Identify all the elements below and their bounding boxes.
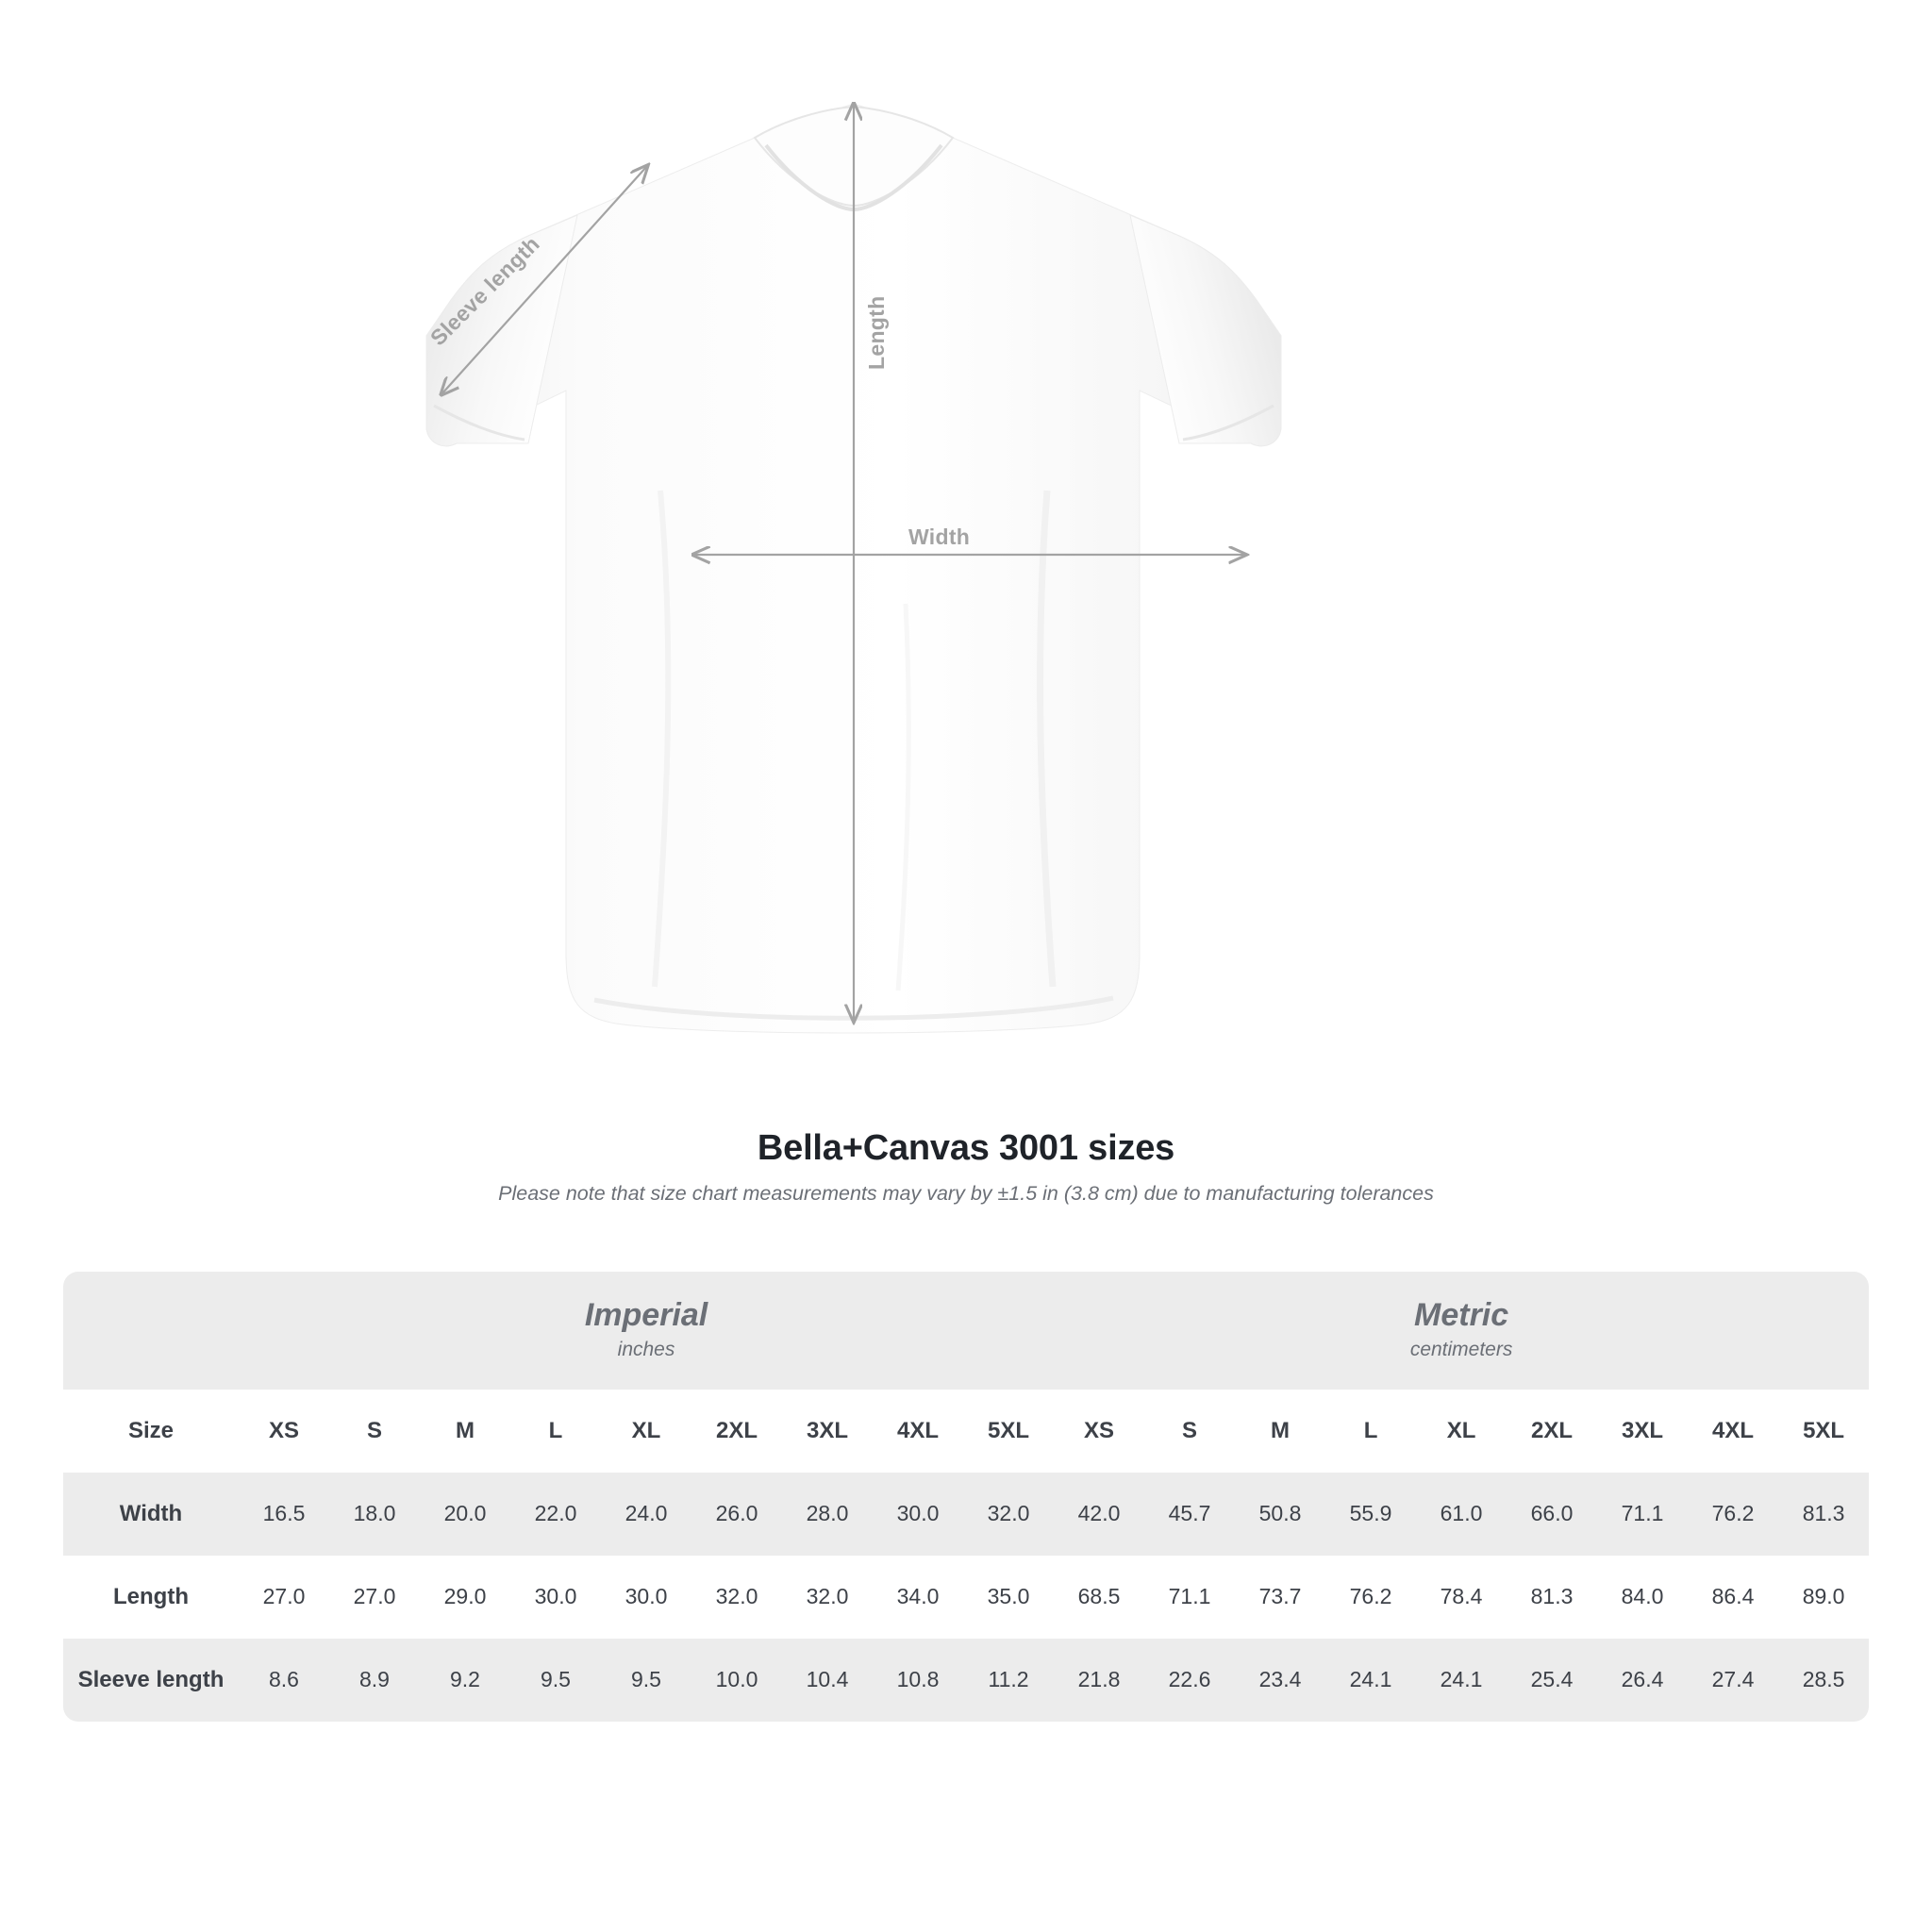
cell-sleeve-metric-xl: 24.1: [1416, 1639, 1507, 1722]
cell-width-metric-l: 55.9: [1325, 1473, 1416, 1556]
cell-length-imperial-m: 29.0: [420, 1556, 510, 1639]
size-header-imperial-m: M: [420, 1390, 510, 1473]
unit-imperial-sub: inches: [617, 1338, 675, 1360]
cell-sleeve-metric-2xl: 25.4: [1507, 1639, 1597, 1722]
cell-length-metric-xl: 78.4: [1416, 1556, 1507, 1639]
cell-sleeve-metric-5xl: 28.5: [1778, 1639, 1869, 1722]
size-header-metric-m: M: [1235, 1390, 1325, 1473]
cell-length-metric-s: 71.1: [1144, 1556, 1235, 1639]
size-header-metric-3xl: 3XL: [1597, 1390, 1688, 1473]
size-header-imperial-5xl: 5XL: [963, 1390, 1054, 1473]
size-header-metric-l: L: [1325, 1390, 1416, 1473]
cell-length-metric-l: 76.2: [1325, 1556, 1416, 1639]
size-header-label: Size: [63, 1390, 239, 1473]
cell-sleeve-metric-xs: 21.8: [1054, 1639, 1144, 1722]
size-header-imperial-xl: XL: [601, 1390, 691, 1473]
cell-sleeve-imperial-4xl: 10.8: [873, 1639, 963, 1722]
cell-length-imperial-3xl: 32.0: [782, 1556, 873, 1639]
cell-length-imperial-l: 30.0: [510, 1556, 601, 1639]
cell-length-metric-3xl: 84.0: [1597, 1556, 1688, 1639]
unit-metric-sub: centimeters: [1409, 1338, 1513, 1360]
row-label-sleeve-length: Sleeve length: [63, 1639, 239, 1722]
size-header-imperial-l: L: [510, 1390, 601, 1473]
cell-sleeve-imperial-2xl: 10.0: [691, 1639, 782, 1722]
cell-width-metric-3xl: 71.1: [1597, 1473, 1688, 1556]
cell-length-metric-5xl: 89.0: [1778, 1556, 1869, 1639]
cell-length-metric-2xl: 81.3: [1507, 1556, 1597, 1639]
unit-metric: [1054, 1272, 1869, 1390]
cell-length-imperial-xs: 27.0: [239, 1556, 329, 1639]
size-header-imperial-xs: XS: [239, 1390, 329, 1473]
unit-metric-name: Metric: [1414, 1297, 1509, 1333]
page-title: Bella+Canvas 3001 sizes: [757, 1128, 1175, 1168]
cell-width-metric-s: 45.7: [1144, 1473, 1235, 1556]
cell-width-imperial-xs: 16.5: [239, 1473, 329, 1556]
size-header-metric-s: S: [1144, 1390, 1235, 1473]
cell-sleeve-imperial-xs: 8.6: [239, 1639, 329, 1722]
cell-sleeve-metric-s: 22.6: [1144, 1639, 1235, 1722]
cell-length-imperial-5xl: 35.0: [963, 1556, 1054, 1639]
unit-imperial: [239, 1272, 1054, 1390]
size-table-container: [63, 1272, 1869, 1722]
size-header-metric-4xl: 4XL: [1688, 1390, 1778, 1473]
row-label-width: Width: [63, 1473, 239, 1556]
chart-caption: [0, 1128, 1932, 1206]
size-header-imperial-4xl: 4XL: [873, 1390, 963, 1473]
cell-width-metric-5xl: 81.3: [1778, 1473, 1869, 1556]
cell-width-imperial-2xl: 26.0: [691, 1473, 782, 1556]
tolerance-note: Please note that size chart measurements may vary by ±1.5 in (3.8 cm) due to manufacturing tolerances: [498, 1182, 1434, 1205]
table-row: [63, 1556, 1869, 1639]
cell-sleeve-imperial-3xl: 10.4: [782, 1639, 873, 1722]
cell-sleeve-metric-m: 23.4: [1235, 1639, 1325, 1722]
size-header-row: [63, 1390, 1869, 1473]
cell-length-imperial-s: 27.0: [329, 1556, 420, 1639]
cell-width-metric-xl: 61.0: [1416, 1473, 1507, 1556]
cell-sleeve-imperial-s: 8.9: [329, 1639, 420, 1722]
size-header-metric-xl: XL: [1416, 1390, 1507, 1473]
width-label: Width: [908, 525, 971, 549]
cell-width-imperial-5xl: 32.0: [963, 1473, 1054, 1556]
table-row: [63, 1639, 1869, 1722]
cell-sleeve-metric-3xl: 26.4: [1597, 1639, 1688, 1722]
unit-spacer: [63, 1272, 239, 1390]
cell-width-imperial-m: 20.0: [420, 1473, 510, 1556]
cell-width-metric-m: 50.8: [1235, 1473, 1325, 1556]
size-header-metric-xs: XS: [1054, 1390, 1144, 1473]
size-header-imperial-s: S: [329, 1390, 420, 1473]
cell-width-metric-4xl: 76.2: [1688, 1473, 1778, 1556]
cell-sleeve-imperial-l: 9.5: [510, 1639, 601, 1722]
cell-length-metric-4xl: 86.4: [1688, 1556, 1778, 1639]
row-label-length: Length: [63, 1556, 239, 1639]
cell-length-imperial-4xl: 34.0: [873, 1556, 963, 1639]
cell-length-imperial-xl: 30.0: [601, 1556, 691, 1639]
cell-sleeve-imperial-xl: 9.5: [601, 1639, 691, 1722]
sleeve-length-label: Sleeve length: [425, 231, 544, 351]
cell-sleeve-imperial-5xl: 11.2: [963, 1639, 1054, 1722]
cell-length-metric-xs: 68.5: [1054, 1556, 1144, 1639]
unit-header-row: [63, 1272, 1869, 1390]
size-table: [63, 1272, 1869, 1722]
size-header-imperial-3xl: 3XL: [782, 1390, 873, 1473]
size-header-metric-2xl: 2XL: [1507, 1390, 1597, 1473]
cell-sleeve-imperial-m: 9.2: [420, 1639, 510, 1722]
unit-imperial-name: Imperial: [584, 1297, 708, 1333]
size-header-imperial-2xl: 2XL: [691, 1390, 782, 1473]
cell-sleeve-metric-l: 24.1: [1325, 1639, 1416, 1722]
size-header-metric-5xl: 5XL: [1778, 1390, 1869, 1473]
length-label: Length: [864, 295, 889, 370]
cell-length-imperial-2xl: 32.0: [691, 1556, 782, 1639]
table-row: [63, 1473, 1869, 1556]
cell-width-metric-xs: 42.0: [1054, 1473, 1144, 1556]
cell-length-metric-m: 73.7: [1235, 1556, 1325, 1639]
cell-sleeve-metric-4xl: 27.4: [1688, 1639, 1778, 1722]
cell-width-imperial-s: 18.0: [329, 1473, 420, 1556]
cell-width-metric-2xl: 66.0: [1507, 1473, 1597, 1556]
cell-width-imperial-l: 22.0: [510, 1473, 601, 1556]
cell-width-imperial-xl: 24.0: [601, 1473, 691, 1556]
cell-width-imperial-4xl: 30.0: [873, 1473, 963, 1556]
cell-width-imperial-3xl: 28.0: [782, 1473, 873, 1556]
